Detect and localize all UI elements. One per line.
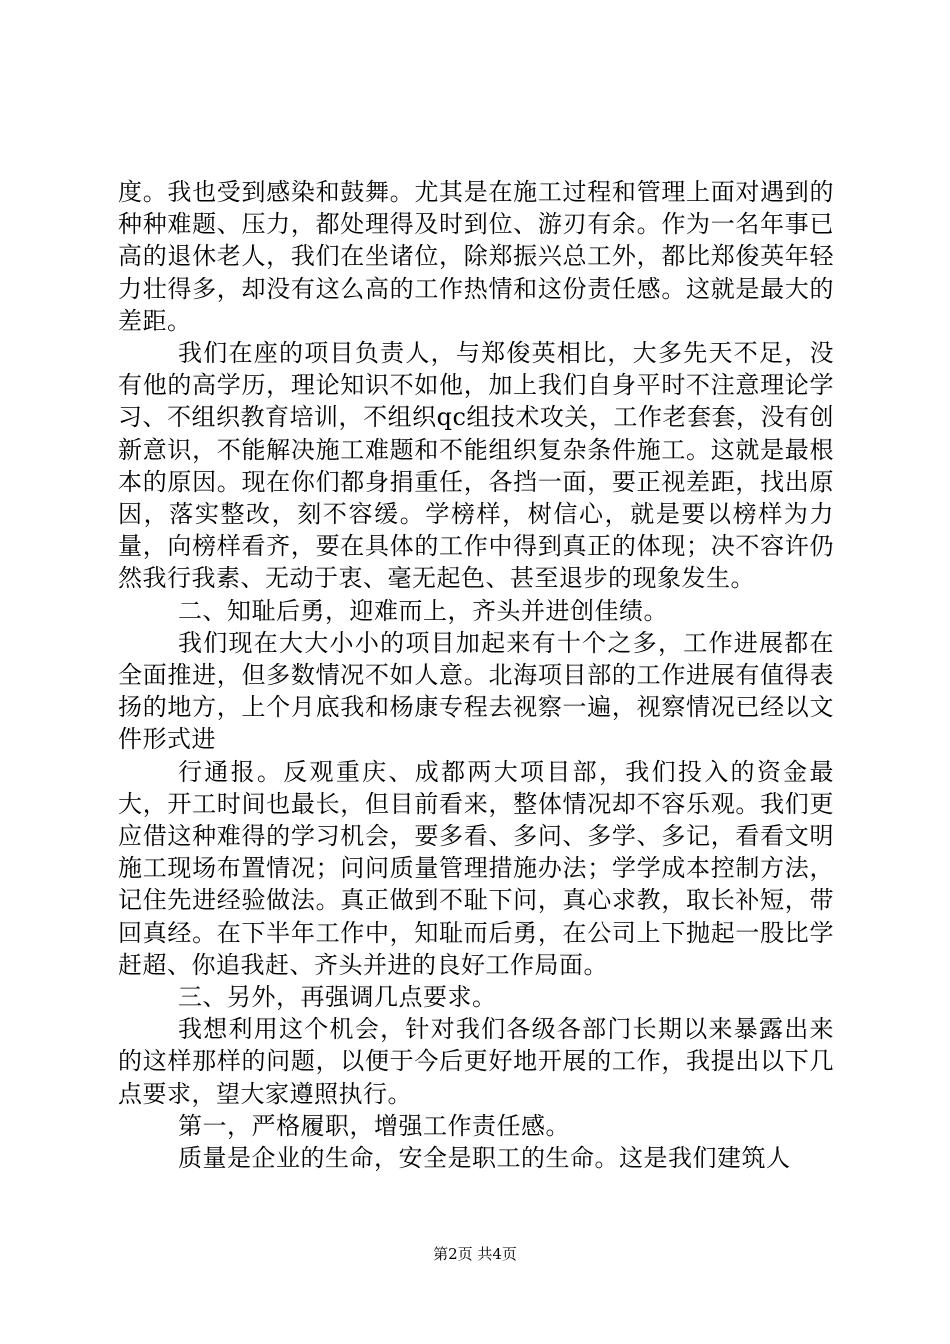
paragraph: 质量是企业的生命，安全是职工的生命。这是我们建筑人: [178, 1144, 791, 1173]
paragraph: 我们在座的项目负责人，与郑俊英相比，大多先天不足，没有他的高学历，理论知识不如他，加上我们自身平时不注意理论学习、不组织教育培训，不组织qc组技术攻关，工作老套套，没有创新意识，不能解决施工难题和不能组织复杂条件施工。这就是最根本的原因。现在你们都身捐重任，各挡一面，要正视差距，找出原因，落实整改，刻不容缓。学榜样，树信心，就是要以榜样为力量，向榜样看齐，要在具体的工作中得到真正的体现；决不容许仍然我行我素、无动于衷、毫无起色、甚至退步的现象发生。: [118, 339, 834, 593]
section-heading: 三、另外，再强调几点要求。: [178, 983, 497, 1012]
subsection-heading: 第一，严格履职，增强工作责任感。: [178, 1111, 570, 1140]
paragraph: 我想利用这个机会，针对我们各级各部门长期以来暴露出来的这样那样的问题，以便于今后更好地开展的工作，我提出以下几点要求，望大家遵照执行。: [118, 1015, 834, 1108]
document-body: [118, 176, 834, 1174]
paragraph: 行通报。反观重庆、成都两大项目部，我们投入的资金最大，开工时间也最长，但目前看来，整体情况却不容乐观。我们更应借这种难得的学习机会，要多看、多问、多学、多记，看看文明施工现场布置情况；问问质量管理措施办法；学学成本控制方法，记住先进经验做法。真正做到不耻下问，真心求教，取长补短，带回真经。在下半年工作中，知耻而后勇，在公司上下抛起一股比学赶超、你追我赶、齐头并进的良好工作局面。: [118, 757, 834, 979]
page-footer: 第2页 共4页: [433, 1245, 517, 1263]
section-heading: 二、知耻后勇，迎难而上，齐头并进创佳绩。: [178, 596, 668, 625]
paragraph-continuation: 度。我也受到感染和鼓舞。尤其是在施工过程和管理上面对遇到的种种难题、压力，都处理得及时到位、游刃有余。作为一名年事已高的退休老人，我们在坐诸位，除郑振兴总工外，都比郑俊英年轻力壮得多，却没有这么高的工作热情和这份责任感。这就是最大的差距。: [118, 178, 834, 335]
paragraph: 我们现在大大小小的项目加起来有十个之多，工作进展都在全面推进，但多数情况不如人意。北海项目部的工作进展有值得表扬的地方，上个月底我和杨康专程去视察一遍，视察情况已经以文件形式进: [118, 628, 834, 754]
